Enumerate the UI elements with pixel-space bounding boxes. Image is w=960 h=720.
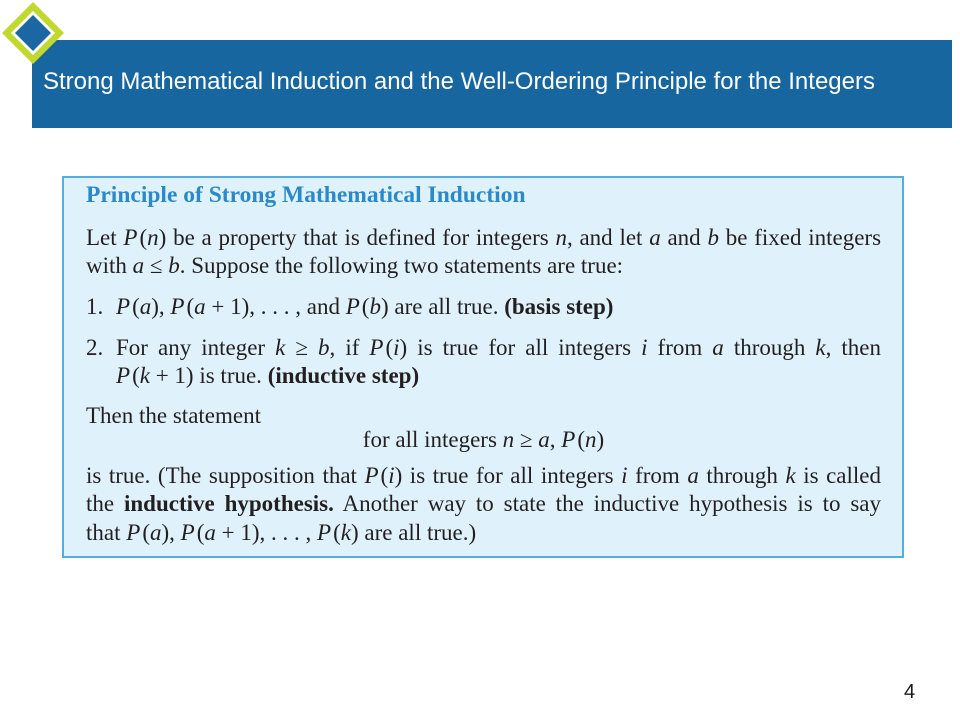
- math-variable: P: [123, 225, 138, 250]
- text-fragment: and: [660, 225, 708, 250]
- bold-term: (inductive step): [267, 363, 420, 388]
- text-fragment: ) are all true.): [350, 520, 477, 545]
- math-variable: k: [139, 363, 150, 388]
- math-variable: a: [687, 463, 699, 488]
- text-fragment: through: [723, 335, 816, 360]
- text-fragment: through: [698, 463, 786, 488]
- conclusion-statement: [86, 426, 881, 454]
- text-fragment: ,: [549, 427, 562, 452]
- math-variable: P: [364, 463, 379, 488]
- text-fragment: + 1), . . . , and: [205, 294, 346, 319]
- slide-number: 4: [904, 681, 916, 703]
- theorem-box: [62, 176, 904, 558]
- math-variable: a: [194, 294, 206, 319]
- text-fragment: (: [196, 520, 205, 545]
- text-fragment: (: [380, 463, 389, 488]
- bold-term: inductive hypothesis.: [123, 491, 334, 516]
- math-variable: a: [132, 253, 145, 278]
- text-fragment: , and let: [566, 225, 650, 250]
- remark-line-1: [86, 462, 881, 490]
- text-fragment: from: [627, 463, 688, 488]
- text-fragment: + 1), . . . ,: [215, 520, 318, 545]
- step-2-line-2: [116, 362, 881, 390]
- slide-title: Strong Mathematical Induction and the Well-Ordering Principle for the Integers: [43, 68, 875, 95]
- text-fragment: is true. (The supposition that: [86, 463, 365, 488]
- text-fragment: be fixed integers: [718, 225, 882, 250]
- math-variable: a: [538, 427, 550, 452]
- math-variable: i: [388, 463, 395, 488]
- math-variable: P: [180, 520, 195, 545]
- text-fragment: For any integer: [116, 335, 276, 360]
- math-variable: a: [712, 335, 724, 360]
- text-fragment: ) are all true.: [380, 294, 505, 319]
- math-variable: P: [116, 363, 131, 388]
- text-fragment: (: [139, 225, 148, 250]
- math-variable: a: [149, 520, 162, 545]
- math-variable: a: [204, 520, 216, 545]
- title-bar: [32, 40, 952, 128]
- text-fragment: ≥: [285, 335, 319, 360]
- math-variable: P: [317, 520, 332, 545]
- math-variable: n: [147, 225, 159, 250]
- text-fragment: . Suppose the following two statements are true:: [179, 253, 624, 278]
- bold-term: (basis step): [504, 294, 614, 319]
- text-fragment: with: [86, 253, 133, 278]
- math-variable: i: [621, 463, 628, 488]
- math-variable: P: [170, 294, 185, 319]
- text-fragment: ) is true for all integers: [399, 335, 642, 360]
- math-variable: i: [641, 335, 648, 360]
- text-fragment: ): [596, 427, 605, 452]
- math-variable: b: [369, 294, 381, 319]
- text-fragment: + 1) is true.: [149, 363, 268, 388]
- theorem-heading: Principle of Strong Mathematical Induction: [86, 182, 526, 208]
- math-variable: k: [340, 520, 351, 545]
- text-fragment: , if: [329, 335, 370, 360]
- text-fragment: , then: [825, 335, 882, 360]
- remark-line-3: [86, 519, 881, 547]
- text-fragment: (: [385, 335, 394, 360]
- step-2-number: 2.: [86, 335, 104, 360]
- step-1-number: 1.: [86, 294, 104, 319]
- math-variable: b: [168, 253, 180, 278]
- text-fragment: ≥: [514, 427, 539, 452]
- text-fragment: ),: [151, 294, 171, 319]
- math-variable: b: [707, 225, 719, 250]
- math-variable: P: [116, 294, 131, 319]
- math-variable: n: [502, 427, 515, 452]
- math-variable: n: [555, 225, 567, 250]
- text-fragment: ) is true for all integers: [394, 463, 622, 488]
- math-variable: n: [585, 427, 597, 452]
- text-fragment: (: [142, 520, 150, 545]
- math-variable: i: [393, 335, 400, 360]
- text-fragment: that: [86, 520, 127, 545]
- text-fragment: (: [577, 427, 586, 452]
- text-fragment: ≤: [144, 253, 169, 278]
- text-fragment: Another way to state the inductive hypothesis is to say: [333, 491, 882, 516]
- text-fragment: (: [132, 363, 140, 388]
- math-variable: P: [345, 294, 360, 319]
- text-fragment: (: [132, 294, 140, 319]
- intro-line-2: [86, 252, 881, 280]
- text-fragment: Let: [86, 225, 124, 250]
- text-fragment: (: [333, 520, 341, 545]
- remark-line-2: [86, 490, 881, 518]
- math-variable: b: [318, 335, 330, 360]
- intro-line-1: [86, 224, 881, 252]
- step-2-line-1: [116, 334, 881, 362]
- math-variable: a: [649, 225, 661, 250]
- math-variable: P: [369, 335, 384, 360]
- text-fragment: the: [86, 491, 124, 516]
- text-fragment: ) be a property that is defined for integers: [158, 225, 556, 250]
- diamond-logo-icon: [0, 0, 66, 66]
- text-fragment: (: [186, 294, 195, 319]
- conclusion-lead: Then the statement: [86, 403, 261, 428]
- math-variable: a: [139, 294, 152, 319]
- math-variable: P: [126, 520, 141, 545]
- text-fragment: from: [647, 335, 713, 360]
- text-fragment: (: [361, 294, 370, 319]
- text-fragment: for all integers: [362, 427, 503, 452]
- text-fragment: is called: [795, 463, 881, 488]
- text-fragment: ),: [161, 520, 181, 545]
- math-variable: P: [561, 427, 576, 452]
- step-1-line-1: [116, 293, 881, 321]
- math-variable: k: [785, 463, 796, 488]
- math-variable: k: [815, 335, 826, 360]
- math-variable: k: [275, 335, 286, 360]
